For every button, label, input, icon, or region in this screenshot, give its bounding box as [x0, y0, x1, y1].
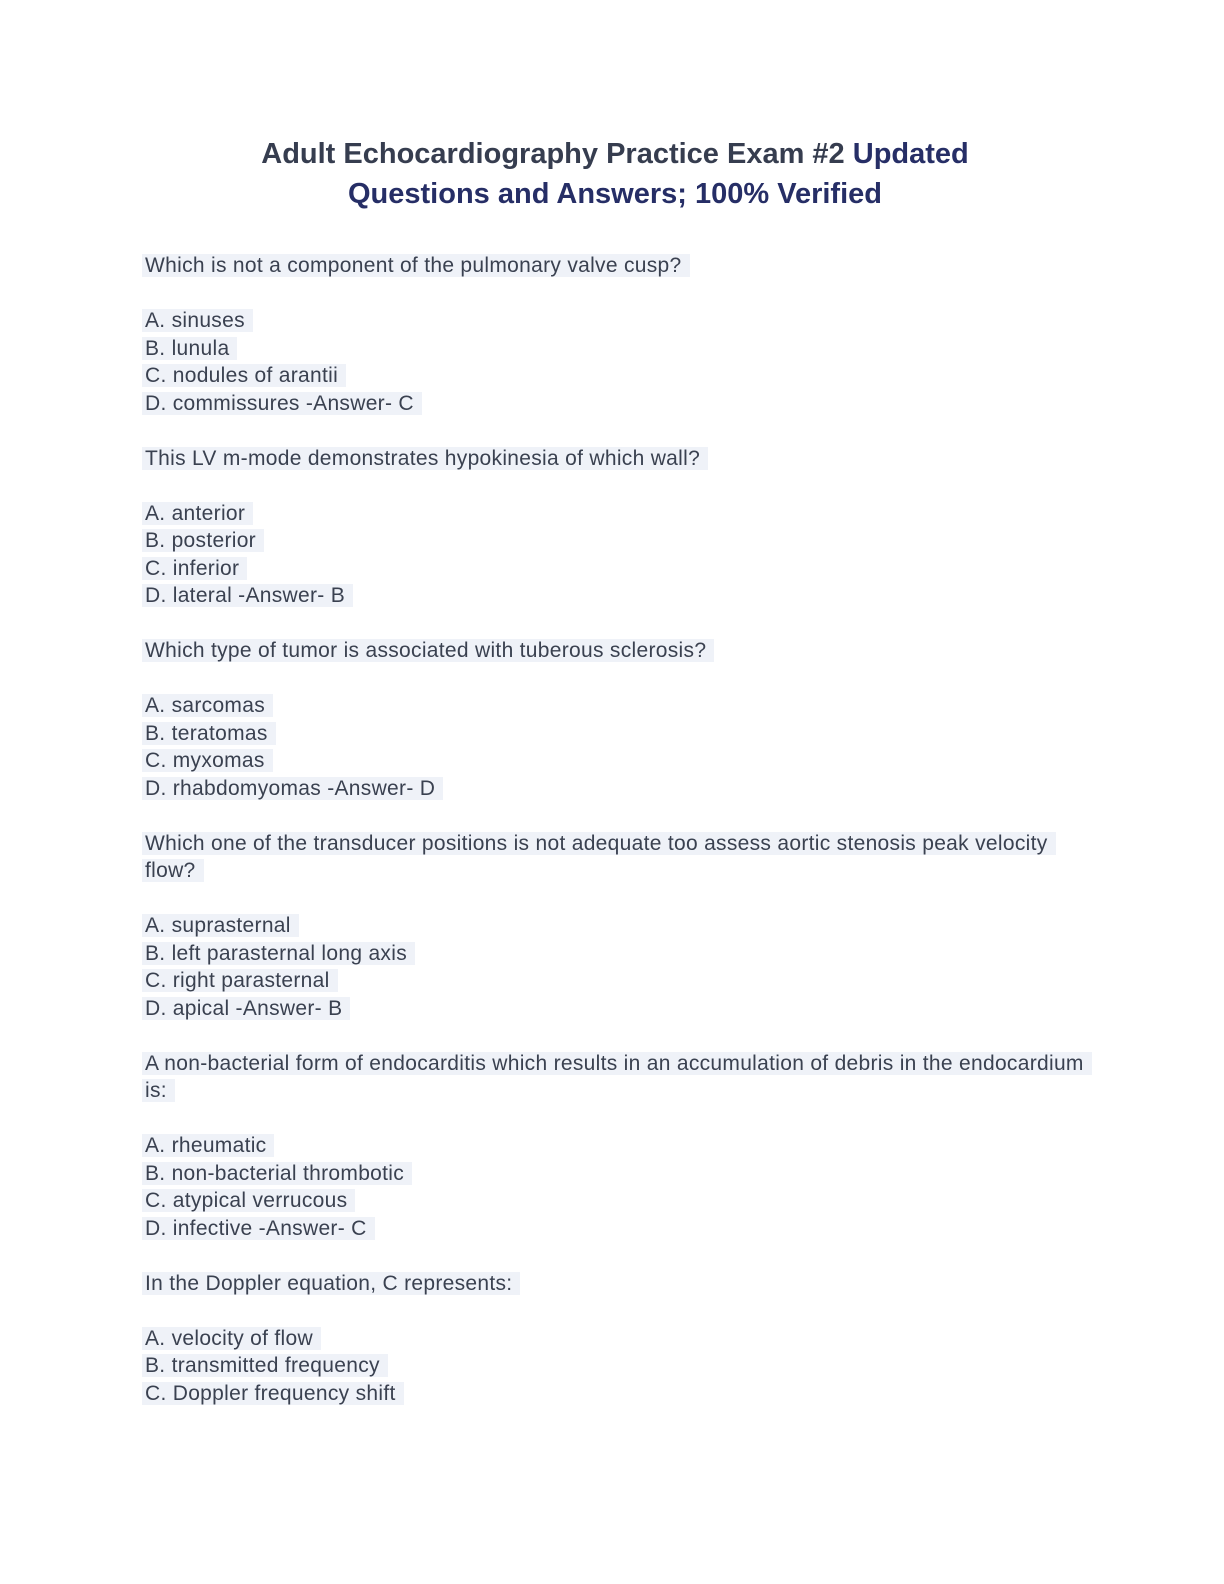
option-line — [145, 995, 1085, 1023]
option-text-highlight: B. transmitted frequency — [142, 1354, 388, 1377]
question-block — [145, 1270, 1085, 1408]
option-text-highlight: C. myxomas — [142, 749, 273, 772]
option-text-highlight: D. lateral -Answer- B — [142, 584, 353, 607]
option-line — [145, 775, 1085, 803]
option-text-highlight: A. sinuses — [142, 309, 253, 332]
option-line — [145, 1187, 1085, 1215]
option-line — [145, 1325, 1085, 1353]
option-line — [145, 307, 1085, 335]
option-text-highlight: B. posterior — [142, 529, 264, 552]
option-line — [145, 912, 1085, 940]
question-text — [145, 1270, 1085, 1298]
option-line — [145, 362, 1085, 390]
options-list — [145, 307, 1085, 417]
option-line — [145, 747, 1085, 775]
options-list — [145, 500, 1085, 610]
question-text-highlight: Which one of the transducer positions is not adequate too assess aortic stenosis peak velocity flow? — [142, 832, 1056, 883]
title-accent-line2: Questions and Answers; 100% Verified — [348, 178, 882, 210]
option-text-highlight: C. atypical verrucous — [142, 1189, 355, 1212]
question-block — [145, 1050, 1085, 1243]
question-text — [145, 252, 1085, 280]
option-line — [145, 1380, 1085, 1408]
option-text-highlight: B. teratomas — [142, 722, 276, 745]
option-text-highlight: B. left parasternal long axis — [142, 942, 415, 965]
option-line — [145, 940, 1085, 968]
option-line — [145, 720, 1085, 748]
question-block — [145, 830, 1085, 1023]
document-title — [145, 134, 1085, 214]
option-text-highlight: D. apical -Answer- B — [142, 997, 350, 1020]
option-line — [145, 1132, 1085, 1160]
option-text-highlight: B. non-bacterial thrombotic — [142, 1162, 412, 1185]
question-text-highlight: This LV m-mode demonstrates hypokinesia of which wall? — [142, 447, 708, 470]
question-text — [145, 1050, 1085, 1105]
option-line — [145, 390, 1085, 418]
option-text-highlight: A. velocity of flow — [142, 1327, 321, 1350]
question-text — [145, 830, 1085, 885]
option-line — [145, 500, 1085, 528]
question-text-highlight: A non-bacterial form of endocarditis which results in an accumulation of debris in the endocardium is: — [142, 1052, 1092, 1103]
option-text-highlight: C. nodules of arantii — [142, 364, 346, 387]
option-line — [145, 555, 1085, 583]
option-text-highlight: A. suprasternal — [142, 914, 299, 937]
question-text-highlight: Which is not a component of the pulmonary valve cusp? — [142, 254, 690, 277]
option-text-highlight: A. rheumatic — [142, 1134, 274, 1157]
question-text-highlight: Which type of tumor is associated with tuberous sclerosis? — [142, 639, 714, 662]
option-text-highlight: C. right parasternal — [142, 969, 338, 992]
question-block — [145, 445, 1085, 610]
option-line — [145, 692, 1085, 720]
question-block — [145, 252, 1085, 417]
option-line — [145, 1160, 1085, 1188]
question-text-highlight: In the Doppler equation, C represents: — [142, 1272, 520, 1295]
option-text-highlight: D. infective -Answer- C — [142, 1217, 375, 1240]
title-primary-segment: Adult Echocardiography Practice Exam #2 — [261, 138, 845, 170]
options-list — [145, 1325, 1085, 1408]
option-text-highlight: D. commissures -Answer- C — [142, 392, 422, 415]
option-line — [145, 1352, 1085, 1380]
option-text-highlight: B. lunula — [142, 337, 237, 360]
options-list — [145, 692, 1085, 802]
option-line — [145, 527, 1085, 555]
option-line — [145, 582, 1085, 610]
option-text-highlight: C. Doppler frequency shift — [142, 1382, 404, 1405]
option-line — [145, 335, 1085, 363]
title-accent-segment: Updated — [852, 138, 969, 170]
options-list — [145, 1132, 1085, 1242]
option-text-highlight: A. anterior — [142, 502, 253, 525]
question-block — [145, 637, 1085, 802]
option-text-highlight: D. rhabdomyomas -Answer- D — [142, 777, 443, 800]
question-text — [145, 445, 1085, 473]
options-list — [145, 912, 1085, 1022]
option-text-highlight: C. inferior — [142, 557, 247, 580]
questions-list — [145, 252, 1085, 1407]
option-line — [145, 1215, 1085, 1243]
option-line — [145, 967, 1085, 995]
option-text-highlight: A. sarcomas — [142, 694, 273, 717]
question-text — [145, 637, 1085, 665]
